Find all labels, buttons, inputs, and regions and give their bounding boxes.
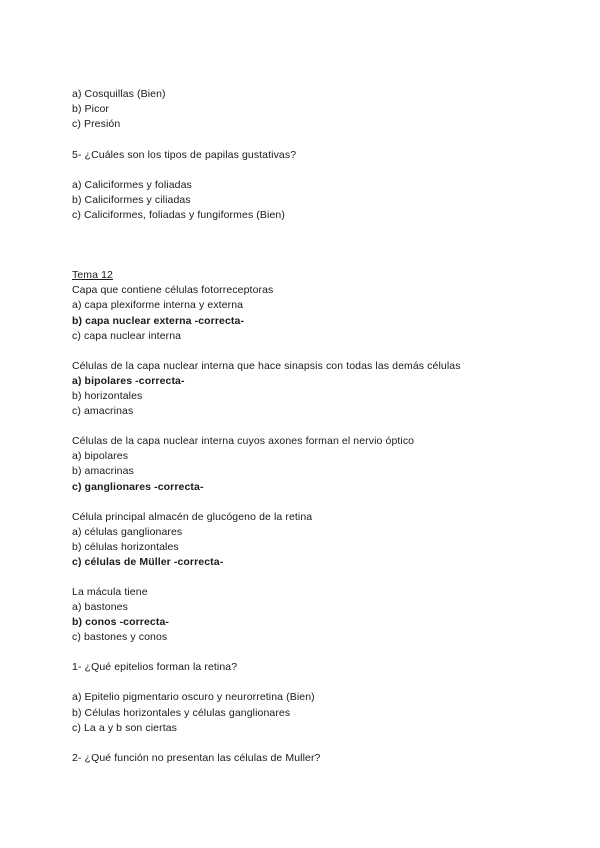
option-c: c) capa nuclear interna [72,330,182,342]
option-c: c) Caliciformes, foliadas y fungiformes (Bien) [72,209,285,221]
question-text: 5- ¿Cuáles son los tipos de papilas gustativas? [72,149,297,161]
option-b-correct: b) conos -correcta- [72,616,169,628]
option-c: c) Presión [72,118,121,130]
question-text: Células de la capa nuclear interna que hace sinapsis con todas las demás células [72,360,461,372]
option-a: a) bastones [72,601,128,613]
option-c: c) bastones y conos [72,631,168,643]
option-a: a) células ganglionares [72,526,183,538]
option-b-correct: b) capa nuclear externa -correcta- [72,315,245,327]
option-c-correct: c) células de Müller -correcta- [72,556,224,568]
question-text: La mácula tiene [72,586,148,598]
option-c: c) amacrinas [72,405,134,417]
question-text: Células de la capa nuclear interna cuyos axones forman el nervio óptico [72,435,415,447]
question-text: 2- ¿Qué función no presentan las células de Muller? [72,752,321,764]
option-b: b) Células horizontales y células ganglionares [72,707,291,719]
option-b: b) Picor [72,103,109,115]
option-b: b) Caliciformes y ciliadas [72,194,191,206]
option-a: a) Caliciformes y foliadas [72,179,192,191]
option-a: a) Cosquillas (Bien) [72,88,166,100]
option-a-correct: a) bipolares -correcta- [72,375,185,387]
option-a: a) capa plexiforme interna y externa [72,299,244,311]
question-text: Capa que contiene células fotorreceptoras [72,284,274,296]
option-a: a) bipolares [72,450,129,462]
question-text: Célula principal almacén de glucógeno de la retina [72,511,313,523]
option-b: b) horizontales [72,390,143,402]
section-heading: Tema 12 [72,269,113,281]
option-c-correct: c) ganglionares -correcta- [72,481,204,493]
question-text: 1- ¿Qué epitelios forman la retina? [72,661,238,673]
option-a: a) Epitelio pigmentario oscuro y neurorretina (Bien) [72,691,315,703]
option-c: c) La a y b son ciertas [72,722,178,734]
option-b: b) amacrinas [72,465,134,477]
option-b: b) células horizontales [72,541,179,553]
